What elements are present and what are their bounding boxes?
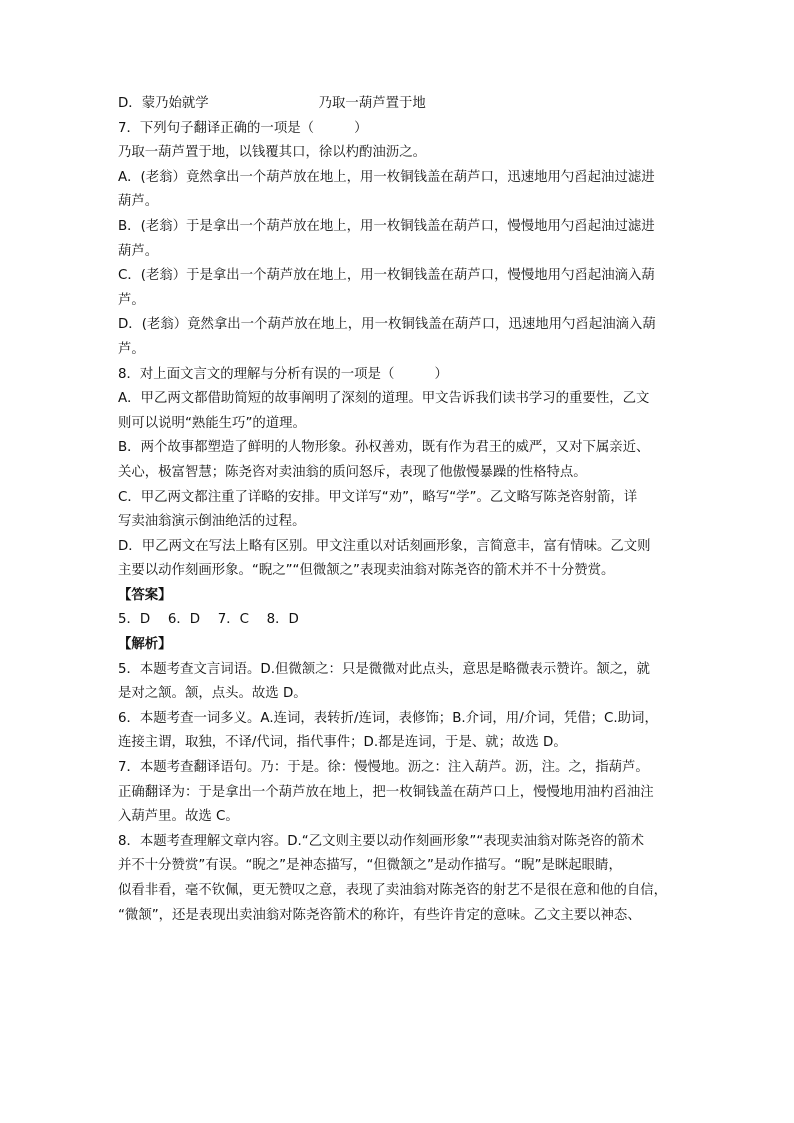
analysis-7-cont-1: 正确翻译为：于是拿出一个葫芦放在地上，把一枚铜钱盖在葫芦口上，慢慢地用油杓舀油注	[118, 784, 654, 800]
q7-option-a-cont: 葫芦。	[118, 194, 159, 210]
q7-option-d-cont: 芦。	[118, 341, 145, 357]
q7-option-a: A．(老翁）竟然拿出一个葫芦放在地上，用一枚铜钱盖在葫芦口，迅速地用勺舀起油过滤进	[118, 169, 655, 185]
option-d-example: 乃取一葫芦置于地	[318, 96, 426, 111]
answer-list: 5．D 6．D 7．C 8．D	[118, 612, 299, 628]
answer-heading: 【答案】	[118, 587, 172, 603]
analysis-7-cont-2: 入葫芦里。故选 C。	[118, 809, 239, 825]
analysis-7: 7．本题考查翻译语句。乃：于是。徐：慢慢地。沥之：注入葫芦。沥，注。之，指葫芦。	[118, 760, 649, 776]
q8-option-d-cont: 主要以动作刻画形象。“睨之”“但微颔之”表现卖油翁对陈尧咨的箭术并不十分赞赏。	[118, 563, 615, 579]
q8-option-a-cont: 则可以说明“熟能生巧”的道理。	[118, 415, 306, 431]
analysis-8: 8．本题考查理解文章内容。D.“乙文则主要以动作刻画形象”“表现卖油翁对陈尧咨的箭术	[118, 833, 644, 849]
q7-option-b-cont: 葫芦。	[118, 243, 159, 259]
analysis-5: 5．本题考查文言词语。D.但微颔之：只是微微对此点头，意思是略微表示赞许。颔之，就	[118, 661, 650, 677]
q8-option-c: C．甲乙两文都注重了详略的安排。甲文详写“劝”，略写“学”。乙文略写陈尧咨射箭，详	[118, 489, 638, 505]
q8-option-a: A．甲乙两文都借助简短的故事阐明了深刻的道理。甲文告诉我们读书学习的重要性，乙文	[118, 391, 650, 407]
q7-option-d: D．(老翁）竟然拿出一个葫芦放在地上，用一枚铜钱盖在葫芦口，迅速地用勺舀起油滴入葫	[118, 317, 656, 333]
document-body	[118, 92, 683, 928]
q7-option-c-cont: 芦。	[118, 292, 145, 308]
q8-option-d: D．甲乙两文在写法上略有区别。甲文注重以对话刻画形象，言简意丰，富有情味。乙文则	[118, 538, 651, 554]
q8-option-b-cont: 关心，极富智慧；陈尧咨对卖油翁的质问怒斥，表现了他傲慢暴躁的性格特点。	[118, 464, 587, 480]
analysis-8-cont-1: 并不十分赞赏”有误。“睨之”是神态描写，“但微颔之”是动作描写。“睨”是眯起眼睛，	[118, 858, 622, 874]
question-7-sentence: 乃取一葫芦置于地，以钱覆其口，徐以杓酌油沥之。	[118, 145, 426, 161]
option-d-text: D．蒙乃始就学	[118, 96, 209, 111]
question-7: 7．下列句子翻译正确的一项是（ ）	[118, 120, 368, 136]
q8-option-c-cont: 写卖油翁演示倒油绝活的过程。	[118, 514, 306, 530]
analysis-6: 6．本题考查一词多义。A.连词，表转折/连词，表修饰；B.介词，用/介词，凭借；C.助词，	[118, 710, 658, 726]
q7-option-b: B．(老翁）于是拿出一个葫芦放在地上，用一枚铜钱盖在葫芦口，慢慢地用勺舀起油过滤进	[118, 218, 655, 234]
q7-option-c: C．(老翁）于是拿出一个葫芦放在地上，用一枚铜钱盖在葫芦口，慢慢地用勺舀起油滴入葫	[118, 268, 655, 284]
analysis-6-cont: 连接主谓，取独，不译/代词，指代事件；D.都是连词，于是、就；故选 D。	[118, 735, 567, 751]
question-8: 8．对上面文言文的理解与分析有误的一项是（ ）	[118, 366, 448, 382]
analysis-8-cont-2: 似看非看，毫不钦佩，更无赞叹之意，表现了卖油翁对陈尧咨的射艺不是很在意和他的自信，	[118, 883, 668, 898]
option-d-line	[118, 92, 683, 117]
analysis-heading: 【解析】	[118, 637, 172, 653]
q8-option-b: B．两个故事都塑造了鲜明的人物形象。孙权善劝，既有作为君王的威严，又对下属亲近、	[118, 440, 650, 456]
analysis-5-cont: 是对之颔。颔，点头。故选 D。	[118, 686, 307, 702]
analysis-8-cont-3: “微颔”，还是表现出卖油翁对陈尧咨箭术的称许，有些许肯定的意味。乙文主要以神态、	[118, 907, 641, 923]
